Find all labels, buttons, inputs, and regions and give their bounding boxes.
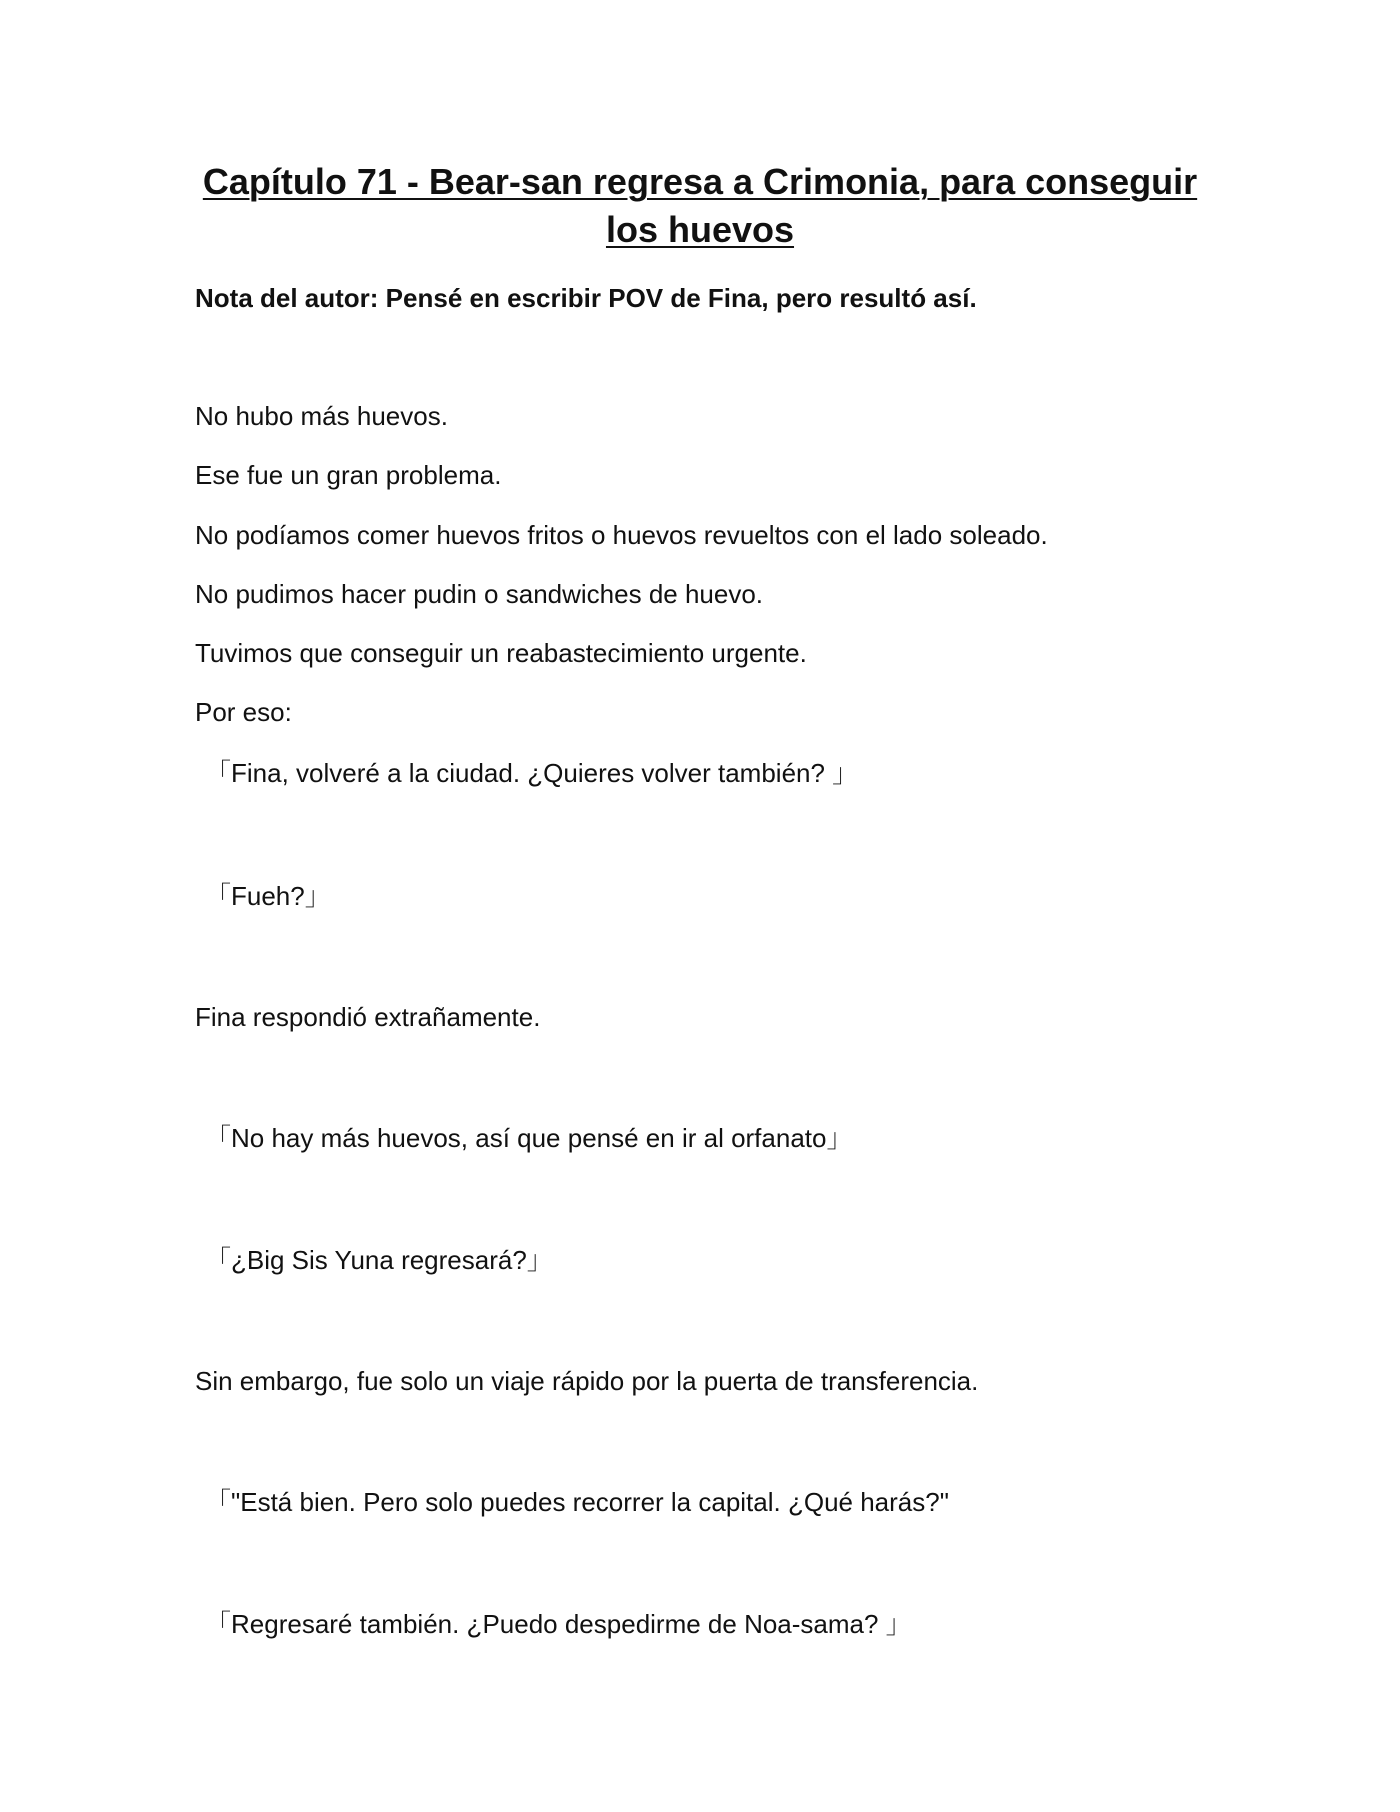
dialogue-line: 「Fueh?」	[205, 881, 331, 911]
paragraph: Tuvimos que conseguir un reabastecimiento urgente.	[195, 638, 807, 668]
paragraph: Por eso:	[195, 697, 292, 727]
dialogue-line: 「¿Big Sis Yuna regresará?」	[205, 1245, 553, 1275]
chapter-title: Capítulo 71 - Bear-san regresa a Crimonia, para conseguir los huevos	[202, 161, 1198, 250]
paragraph: Sin embargo, fue solo un viaje rápido por la puerta de transferencia.	[195, 1366, 979, 1396]
paragraph: No hubo más huevos.	[195, 401, 448, 431]
author-note: Nota del autor: Pensé en escribir POV de Fina, pero resultó así.	[195, 283, 977, 313]
paragraph: No podíamos comer huevos fritos o huevos revueltos con el lado soleado.	[195, 520, 1048, 550]
dialogue-line: 「Regresaré también. ¿Puedo despedirme de Noa-sama? 」	[205, 1609, 912, 1639]
dialogue-line: 「"Está bien. Pero solo puedes recorrer la capital. ¿Qué harás?"	[205, 1487, 949, 1517]
dialogue-line: 「Fina, volveré a la ciudad. ¿Quieres volver también? 」	[205, 758, 859, 788]
paragraph: No pudimos hacer pudin o sandwiches de huevo.	[195, 579, 764, 609]
dialogue-line: 「No hay más huevos, así que pensé en ir al orfanato」	[205, 1123, 853, 1153]
paragraph: Fina respondió extrañamente.	[195, 1002, 541, 1032]
paragraph: Ese fue un gran problema.	[195, 460, 502, 490]
